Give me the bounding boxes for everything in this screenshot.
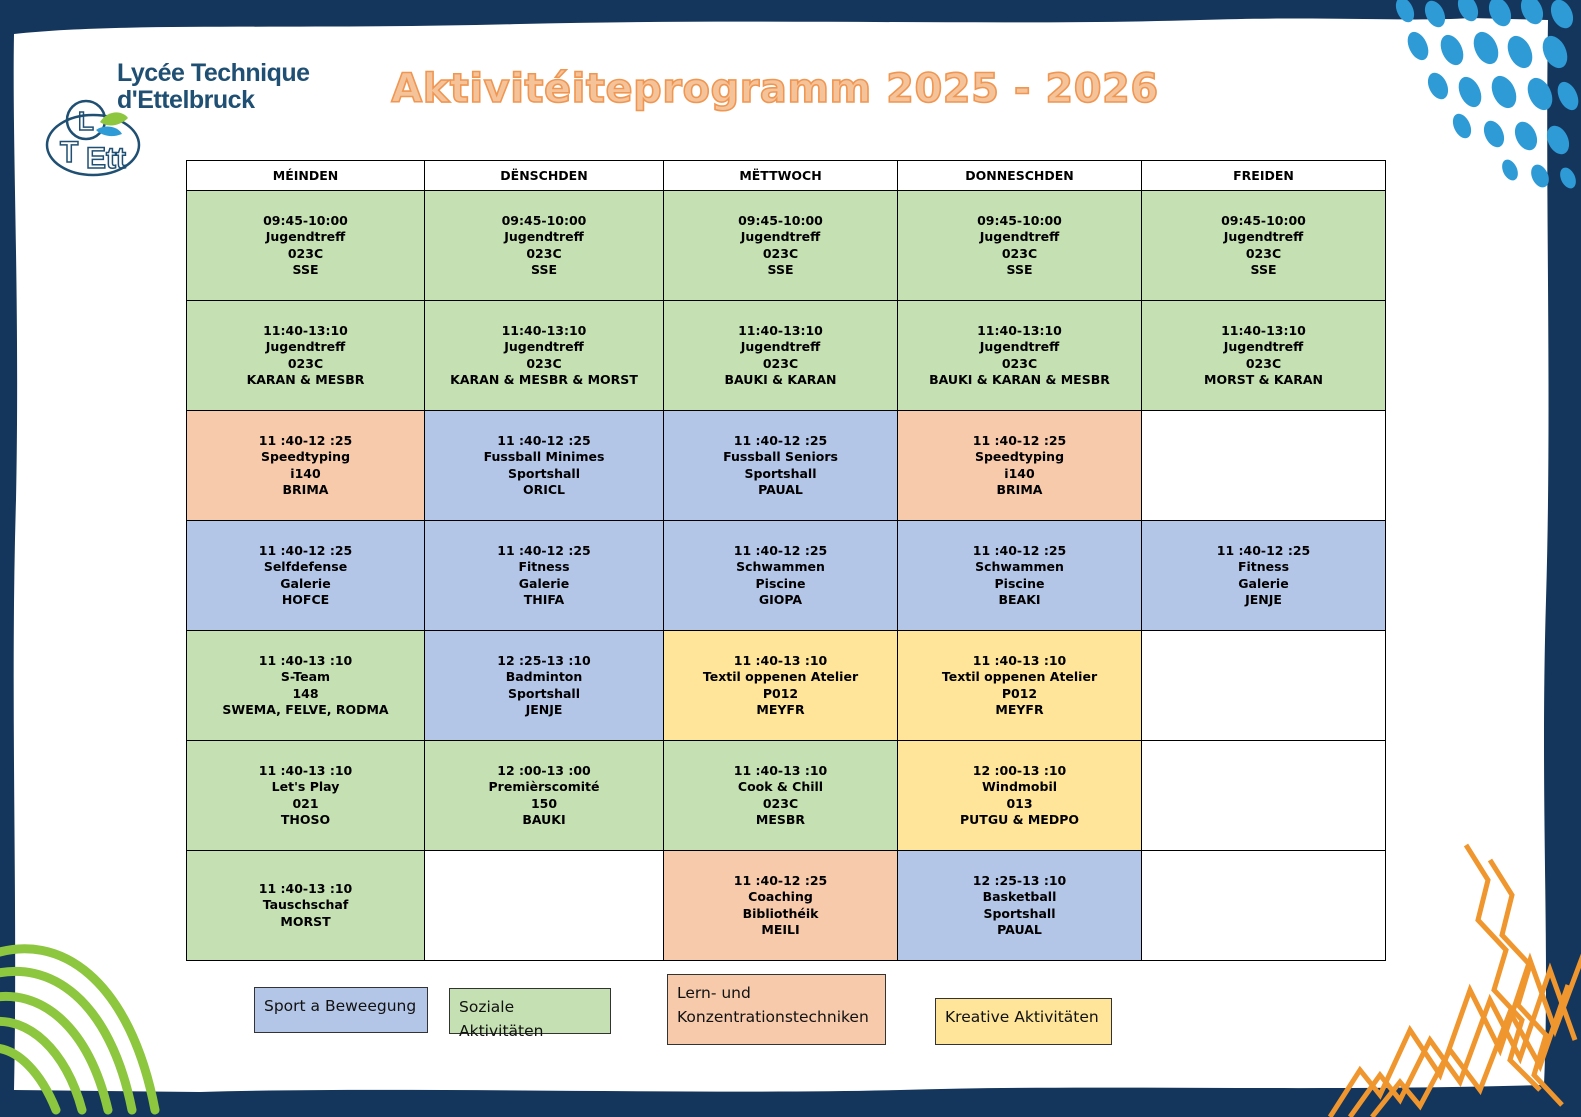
school-name-line1: Lycée Technique [117,59,310,87]
activity-time: 09:45-10:00 [263,212,348,228]
activity-name: Fitness [518,559,570,575]
activity-cell [664,521,898,631]
activity-room: 013 [1006,795,1033,811]
activity-time: 11 :40-13 :10 [258,880,353,896]
activity-cell [898,741,1142,851]
activity-time: 09:45-10:00 [977,212,1062,228]
activity-time: 11 :40-12 :25 [258,432,353,448]
activity-time: 11:40-13:10 [977,322,1062,338]
activity-time: 09:45-10:00 [738,212,823,228]
schedule-body [187,191,1386,961]
empty-slot [1142,411,1386,521]
activity-time: 11 :40-12 :25 [1216,542,1311,558]
activity-name: Jugendtreff [740,229,821,245]
activity-name: Jugendtreff [740,339,821,355]
activity-cell [425,191,664,301]
activity-room: Galerie [280,575,331,591]
activity-staff: ORICL [522,481,566,497]
activity-name: Jugendtreff [504,229,584,245]
activity-cell [425,301,664,411]
schedule-row [187,741,1386,851]
activity-name: Textil oppenen Atelier [941,669,1098,685]
school-emblem-icon [38,80,168,192]
activity-room: 023C [287,245,324,261]
activity-cell [898,411,1142,521]
activity-time: 09:45-10:00 [1221,212,1306,228]
activity-name: Fussball Seniors [723,449,838,465]
activity-name: Speedtyping [974,449,1065,465]
activity-room: Piscine [755,575,806,591]
legend-kreativ [935,998,1112,1045]
activity-staff: MEYFR [756,701,805,717]
activity-cell [664,191,898,301]
activity-staff: KARAN & MESBR & MORST [450,371,638,387]
activity-time: 11:40-13:10 [1221,322,1306,338]
activity-staff: THOSO [280,811,331,827]
activity-time: 11:40-13:10 [501,322,587,338]
schedule-row [187,851,1386,961]
activity-room: 023C [526,355,562,371]
activity-staff: MEYFR [995,701,1044,717]
empty-slot [1142,631,1386,741]
activity-cell [425,631,664,741]
activity-staff: MESBR [755,811,806,827]
activity-staff: BAUKI & KARAN & MESBR [929,371,1110,387]
activity-cell [187,851,425,961]
day-header: FREIDEN [1142,161,1386,191]
activity-cell [898,631,1142,741]
activity-time: 11 :40-12 :25 [972,542,1067,558]
activity-cell [898,301,1142,411]
activity-staff: BRIMA [282,481,329,497]
activity-cell [425,411,664,521]
activity-room: 023C [1001,245,1038,261]
day-header: DONNESCHDEN [898,161,1142,191]
activity-room: 023C [1245,245,1282,261]
activity-name: Schwammen [975,559,1064,575]
activity-cell [425,521,664,631]
activity-cell [664,631,898,741]
activity-name: Jugendtreff [265,339,346,355]
activity-time: 12 :25-13 :10 [497,652,591,668]
activity-cell [898,851,1142,961]
activity-cell [1142,191,1386,301]
activity-time: 11 :40-12 :25 [733,432,828,448]
activity-room: 148 [292,685,319,701]
page-title: Aktivitéiteprogramm 2025 - 2026 [391,66,1159,112]
activity-staff: KARAN & MESBR [246,371,365,387]
activity-cell [187,521,425,631]
activity-room: Sportshall [983,905,1056,921]
empty-slot [425,851,664,961]
activity-cell [664,411,898,521]
activity-room: P012 [762,685,799,701]
activity-name: Jugendtreff [979,339,1060,355]
activity-time: 11 :40-13 :10 [258,652,353,668]
activity-staff: GIOPA [758,591,803,607]
activity-name: Windmobil [981,779,1058,795]
activity-name: Schwammen [736,559,825,575]
activity-cell [898,521,1142,631]
legend-sport-label: Sport a Beweegung [264,997,417,1015]
activity-cell [187,741,425,851]
activity-room: 023C [287,355,324,371]
legend-sozial [449,988,611,1040]
activity-staff: MEILI [761,921,800,937]
activity-name: Basketball [982,889,1057,905]
activity-staff: SSE [531,261,557,277]
legend-lern-label-line2: Konzentrationstechniken [677,1008,869,1026]
activity-time: 09:45-10:00 [501,212,587,228]
activity-cell [1142,301,1386,411]
empty-slot [1142,741,1386,851]
activity-staff: JENJE [1245,591,1282,607]
svg-text:Ett: Ett [86,142,126,175]
activity-cell [664,851,898,961]
activity-cell [1142,521,1386,631]
activity-name: Premièrscomité [488,779,600,795]
activity-time: 11 :40-12 :25 [972,432,1067,448]
activity-schedule-table [186,160,1386,961]
activity-name: Fussball Minimes [483,449,605,465]
activity-time: 11 :40-13 :10 [258,762,353,778]
schedule-row [187,631,1386,741]
activity-name: S-Team [280,669,331,685]
activity-room: P012 [1001,685,1038,701]
activity-name: Cook & Chill [737,779,824,795]
activity-name: Let's Play [271,779,340,795]
activity-name: Jugendtreff [979,229,1060,245]
activity-room: MORST [280,913,331,929]
legend-kreativ-label: Kreative Aktivitäten [945,1008,1099,1026]
activity-staff: JENJE [525,701,563,717]
activity-staff: SSE [292,261,319,277]
activity-cell [664,741,898,851]
activity-staff: PAUAL [997,921,1042,937]
activity-room: Sportshall [507,685,581,701]
activity-staff: SSE [1250,261,1277,277]
activity-room: 150 [530,795,558,811]
activity-staff: PAUAL [758,481,803,497]
day-header-row [187,161,1386,191]
activity-staff: MORST & KARAN [1204,371,1323,387]
activity-staff: SSE [1006,261,1033,277]
school-name-line2: d'Ettelbruck [117,86,255,114]
legend-lern [667,974,886,1045]
activity-name: Selfdefense [263,559,348,575]
activity-time: 11 :40-12 :25 [497,432,591,448]
activity-name: Speedtyping [260,449,351,465]
activity-staff: SWEMA, FELVE, RODMA [222,701,389,717]
activity-time: 11 :40-12 :25 [733,542,828,558]
activity-room: 023C [762,245,799,261]
empty-slot [1142,851,1386,961]
schedule-row [187,191,1386,301]
day-header: DËNSCHDEN [425,161,664,191]
activity-staff: HOFCE [281,591,330,607]
legend-sport [254,987,428,1033]
svg-text:T: T [60,136,79,169]
activity-name: Badminton [505,669,583,685]
activity-cell [187,631,425,741]
activity-name: Jugendtreff [265,229,346,245]
activity-room: 021 [292,795,319,811]
activity-staff: BEAKI [998,591,1041,607]
activity-room: Piscine [994,575,1045,591]
activity-staff: BRIMA [996,481,1043,497]
activity-room: Galerie [1238,575,1289,591]
activity-cell [898,191,1142,301]
activity-room: Sportshall [744,465,817,481]
activity-room: 023C [1245,355,1282,371]
svg-text:L: L [78,106,94,136]
day-header: MËTTWOCH [664,161,898,191]
activity-time: 11:40-13:10 [263,322,348,338]
schedule-row [187,521,1386,631]
activity-room: i140 [1004,465,1035,481]
activity-time: 12 :25-13 :10 [972,872,1067,888]
activity-name: Coaching [748,889,813,905]
activity-time: 11 :40-12 :25 [733,872,828,888]
activity-room: 023C [1001,355,1038,371]
activity-room: Sportshall [507,465,581,481]
activity-cell [664,301,898,411]
activity-staff: PUTGU & MEDPO [960,811,1079,827]
activity-name: Jugendtreff [1223,339,1304,355]
activity-time: 12 :00-13 :10 [972,762,1067,778]
activity-time: 11:40-13:10 [738,322,823,338]
activity-time: 11 :40-13 :10 [733,652,828,668]
schedule-row [187,411,1386,521]
activity-cell [187,301,425,411]
activity-time: 11 :40-12 :25 [497,542,591,558]
activity-cell [187,191,425,301]
legend-lern-label-line1: Lern- und [677,984,751,1002]
activity-staff: BAUKI & KARAN [724,371,837,387]
activity-time: 11 :40-12 :25 [258,542,353,558]
activity-room: 023C [762,795,799,811]
activity-cell [425,741,664,851]
legend-sozial-label: Soziale Aktivitäten [459,998,544,1040]
activity-name: Jugendtreff [1223,229,1304,245]
schedule-row [187,301,1386,411]
activity-room: 023C [762,355,799,371]
activity-name: Tauschschaf [262,897,349,913]
activity-staff: THIFA [523,591,565,607]
activity-name: Fitness [1237,559,1290,575]
activity-room: i140 [290,465,321,481]
activity-time: 11 :40-13 :10 [733,762,828,778]
activity-cell [187,411,425,521]
activity-room: Galerie [518,575,570,591]
activity-room: 023C [526,245,562,261]
activity-time: 11 :40-13 :10 [972,652,1067,668]
activity-room: Bibliothéik [742,905,819,921]
activity-time: 12 :00-13 :00 [497,762,591,778]
activity-name: Jugendtreff [504,339,584,355]
activity-staff: BAUKI [522,811,566,827]
activity-staff: SSE [767,261,794,277]
activity-name: Textil oppenen Atelier [702,669,859,685]
day-header: MÉINDEN [187,161,425,191]
